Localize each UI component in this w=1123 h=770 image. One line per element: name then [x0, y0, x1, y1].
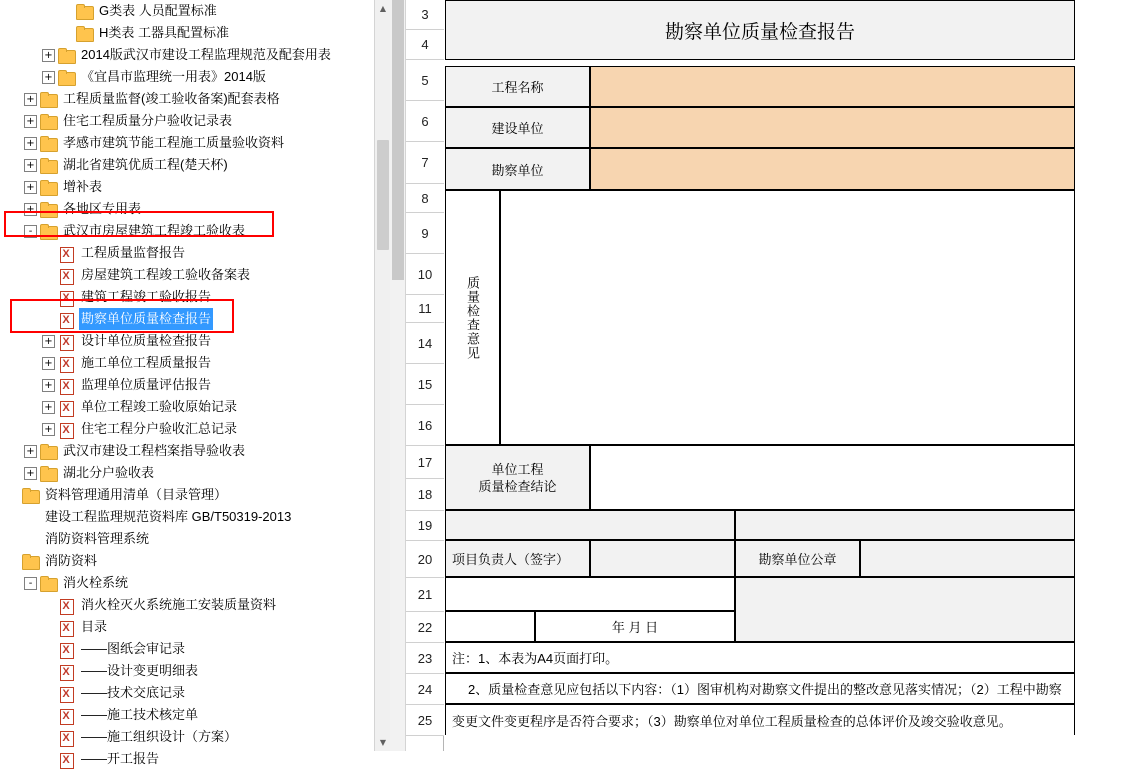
expander-placeholder: [42, 291, 55, 304]
folder-icon: [58, 70, 75, 85]
note-line-2: 2、质量检查意见应包括以下内容：（1）图审机构对勘察文件提出的整改意见落实情况；（2）工程中勘察: [445, 673, 1075, 704]
row-header[interactable]: 23: [406, 643, 444, 674]
expander-placeholder: [42, 687, 55, 700]
date-line: 年 月 日: [535, 611, 735, 642]
pane-split-scroll-thumb[interactable]: [392, 0, 404, 280]
tree-item[interactable]: [0, 484, 390, 506]
tree-item-label: 监理单位质量评估报告: [81, 377, 212, 392]
row-header[interactable]: 4: [406, 30, 444, 60]
tree-item[interactable]: [0, 22, 390, 44]
folder-icon: [40, 224, 57, 239]
label-survey-unit: 勘察单位: [445, 148, 590, 190]
expander-placeholder: [42, 709, 55, 722]
tree-item-label: 设计单位质量检查报告: [81, 333, 212, 348]
tree-item-label: G类表 人员配置标准: [99, 3, 217, 18]
expander-placeholder: [42, 313, 55, 326]
tree-vertical-scrollbar[interactable]: [374, 0, 390, 751]
date-blank-left[interactable]: [445, 611, 535, 642]
excel-file-icon: [58, 752, 75, 767]
expander-placeholder: [42, 665, 55, 678]
row-header[interactable]: 11: [406, 295, 444, 323]
row-header[interactable]: 24: [406, 674, 444, 705]
tree-item[interactable]: [0, 198, 390, 220]
tree-item[interactable]: [0, 352, 390, 374]
tree-item-label: H类表 工器具配置标准: [99, 25, 230, 40]
tree-item[interactable]: [0, 374, 390, 396]
folder-icon: [40, 92, 57, 107]
expand-icon[interactable]: +: [42, 357, 55, 370]
folder-icon: [76, 4, 93, 19]
tree-item-label: 消火栓系统: [63, 575, 129, 590]
tree-item-label: ——施工组织设计（方案）: [81, 729, 238, 744]
tree-item-label: 湖北分户验收表: [63, 465, 155, 480]
tree-item[interactable]: [0, 286, 390, 308]
row-header[interactable]: 16: [406, 405, 444, 446]
expand-icon[interactable]: +: [24, 159, 37, 172]
expand-icon[interactable]: +: [42, 71, 55, 84]
excel-file-icon: [58, 290, 75, 305]
tree-item[interactable]: [0, 506, 390, 528]
tree-item[interactable]: [0, 264, 390, 286]
row-header[interactable]: 17: [406, 446, 444, 479]
tree-item-label: ——设计变更明细表: [81, 663, 199, 678]
value-construction-unit[interactable]: [590, 107, 1075, 148]
expand-icon[interactable]: +: [24, 467, 37, 480]
tree-item-label: 房屋建筑工程竣工验收备案表: [81, 267, 251, 282]
value-survey-unit[interactable]: [590, 148, 1075, 190]
expander-placeholder: [6, 489, 19, 502]
collapse-icon[interactable]: -: [24, 225, 37, 238]
tree-item-label: 住宅工程分户验收汇总记录: [81, 421, 238, 436]
label-quality-opinion: 质量检查意见: [445, 190, 500, 445]
expander-placeholder: [6, 555, 19, 568]
note-line-3: 变更文件变更程序是否符合要求；（3）勘察单位对单位工程质量检查的总体评价及竣交验收意见。: [445, 704, 1075, 735]
row-header[interactable]: 8: [406, 184, 444, 213]
tree-list[interactable]: [0, 0, 390, 770]
note-line-1: 注：1、本表为A4页面打印。: [445, 642, 1075, 673]
row-header[interactable]: 21: [406, 578, 444, 612]
seal-area[interactable]: [735, 577, 1075, 642]
expand-icon[interactable]: +: [42, 379, 55, 392]
row-header[interactable]: 22: [406, 612, 444, 643]
excel-file-icon: [58, 312, 75, 327]
tree-item-label: 2014版武汉市建设工程监理规范及配套用表: [81, 47, 331, 62]
tree-item[interactable]: [0, 682, 390, 704]
tree-item-label: 武汉市房屋建筑工程竣工验收表: [63, 223, 246, 238]
excel-file-icon: [58, 642, 75, 657]
signature-blank-left[interactable]: [445, 577, 735, 611]
tree-item-label: 住宅工程质量分户验收记录表: [63, 113, 233, 128]
tree-item-label: 各地区专用表: [63, 201, 142, 216]
row-header[interactable]: 20: [406, 541, 444, 578]
tree-item-label: 资料管理通用清单（目录管理）: [45, 487, 228, 502]
tree-item-label: 湖北省建筑优质工程(楚天杯): [63, 157, 228, 172]
tree-item-label: 施工单位工程质量报告: [81, 355, 212, 370]
folder-icon: [40, 576, 57, 591]
tree-item-label: 单位工程竣工验收原始记录: [81, 399, 238, 414]
folder-icon: [40, 114, 57, 129]
folder-icon: [22, 554, 39, 569]
value-project-leader[interactable]: [590, 540, 735, 577]
expand-icon[interactable]: +: [24, 445, 37, 458]
row-header[interactable]: 6: [406, 101, 444, 142]
expander-placeholder: [42, 621, 55, 634]
folder-icon: [40, 444, 57, 459]
expander-placeholder: [42, 247, 55, 260]
tree-item-label: 工程质量监督报告: [81, 245, 186, 260]
tree-item[interactable]: [0, 572, 390, 594]
value-quality-opinion[interactable]: [500, 190, 1075, 445]
excel-file-icon: [58, 598, 75, 613]
tree-item[interactable]: [0, 88, 390, 110]
row-header[interactable]: 10: [406, 254, 444, 295]
tree-item[interactable]: [0, 0, 390, 22]
tree-item[interactable]: [0, 242, 390, 264]
value-unit-project-conclusion[interactable]: [590, 445, 1075, 510]
label-construction-unit: 建设单位: [445, 107, 590, 148]
expander-placeholder: [42, 269, 55, 282]
tree-item-label: 勘察单位质量检查报告: [79, 308, 213, 330]
tree-item-label: 消防资料管理系统: [45, 531, 150, 546]
excel-file-icon: [58, 708, 75, 723]
tree-item[interactable]: [0, 638, 390, 660]
excel-file-icon: [58, 620, 75, 635]
document-tree-pane[interactable]: [0, 0, 390, 766]
expander-placeholder: [60, 27, 73, 40]
expand-icon[interactable]: +: [42, 335, 55, 348]
folder-icon: [76, 26, 93, 41]
excel-file-icon: [58, 686, 75, 701]
excel-file-icon: [58, 378, 75, 393]
tree-item-label: ——开工报告: [81, 751, 160, 766]
tree-item-label: 建筑工程竣工验收报告: [81, 289, 212, 304]
tree-item-label: 武汉市建设工程档案指导验收表: [63, 443, 246, 458]
expander-placeholder: [42, 753, 55, 766]
value-project-name[interactable]: [590, 66, 1075, 107]
tree-item[interactable]: [0, 308, 390, 330]
row-header[interactable]: 5: [406, 60, 444, 101]
expand-icon[interactable]: +: [24, 137, 37, 150]
tree-item[interactable]: [0, 220, 390, 242]
expand-icon[interactable]: +: [24, 93, 37, 106]
expander-placeholder: [42, 643, 55, 656]
excel-file-icon: [58, 730, 75, 745]
tree-item-label: 工程质量监督(竣工验收备案)配套表格: [63, 91, 280, 106]
tree-item[interactable]: [0, 176, 390, 198]
conclusion-label-line1: 单位工程: [491, 461, 544, 477]
tree-item[interactable]: [0, 44, 390, 66]
expander-placeholder: [6, 511, 19, 524]
folder-icon: [40, 202, 57, 217]
tree-item-label: ——技术交底记录: [81, 685, 186, 700]
sheet-grid[interactable]: [445, 0, 1123, 751]
report-title: 勘察单位质量检查报告: [445, 0, 1075, 60]
tree-item[interactable]: [0, 726, 390, 748]
folder-icon: [40, 158, 57, 173]
tree-item[interactable]: [0, 440, 390, 462]
excel-file-icon: [58, 268, 75, 283]
row-header[interactable]: 14: [406, 323, 444, 364]
tree-item[interactable]: [0, 110, 390, 132]
pane-split-scrollbar[interactable]: [390, 0, 406, 751]
tree-item-label: 《宜昌市监理统一用表》2014版: [81, 69, 266, 84]
conclusion-label-line2: 质量检查结论: [478, 478, 557, 494]
row-header[interactable]: 3: [406, 0, 444, 30]
scroll-down-arrow-icon[interactable]: ▼: [379, 738, 387, 747]
tree-item-label: 目录: [81, 619, 108, 634]
label-project-name: 工程名称: [445, 66, 590, 107]
signature-block-top-left: [445, 510, 735, 540]
label-unit-project-conclusion: [445, 445, 590, 510]
tree-item[interactable]: [0, 528, 390, 550]
tree-item[interactable]: [0, 594, 390, 616]
label-project-leader: 项目负责人（签字）: [445, 540, 590, 577]
tree-item-label: 建设工程监理规范资料库 GB/T50319-2013: [45, 509, 292, 524]
spreadsheet-pane[interactable]: [390, 0, 1123, 751]
tree-item-label: 增补表: [63, 179, 103, 194]
scroll-up-arrow-icon[interactable]: ▲: [379, 4, 387, 13]
folder-icon: [40, 180, 57, 195]
folder-icon: [22, 488, 39, 503]
folder-icon: [58, 48, 75, 63]
tree-item-label: ——图纸会审记录: [81, 641, 186, 656]
folder-icon: [40, 136, 57, 151]
expand-icon[interactable]: +: [24, 115, 37, 128]
blank-icon: [22, 510, 39, 525]
folder-icon: [40, 466, 57, 481]
tree-item[interactable]: [0, 330, 390, 352]
expand-icon[interactable]: +: [24, 181, 37, 194]
row-header[interactable]: 9: [406, 213, 444, 254]
row-header[interactable]: 25: [406, 705, 444, 736]
tree-item[interactable]: [0, 154, 390, 176]
expander-placeholder: [42, 599, 55, 612]
expand-icon[interactable]: +: [24, 203, 37, 216]
tree-item[interactable]: [0, 616, 390, 638]
collapse-icon[interactable]: -: [24, 577, 37, 590]
expand-icon[interactable]: +: [42, 401, 55, 414]
row-header[interactable]: 15: [406, 364, 444, 405]
row-header[interactable]: 7: [406, 142, 444, 184]
tree-item[interactable]: [0, 748, 390, 770]
tree-scroll-thumb[interactable]: [377, 140, 389, 250]
tree-item[interactable]: [0, 704, 390, 726]
expand-icon[interactable]: +: [42, 49, 55, 62]
tree-item[interactable]: [0, 660, 390, 682]
tree-item[interactable]: [0, 550, 390, 572]
row-header-column[interactable]: [406, 0, 444, 751]
excel-file-icon: [58, 422, 75, 437]
tree-item[interactable]: [0, 396, 390, 418]
row-header[interactable]: 19: [406, 511, 444, 541]
tree-item[interactable]: [0, 132, 390, 154]
label-survey-unit-seal: 勘察单位公章: [735, 540, 860, 577]
tree-item-label: 孝感市建筑节能工程施工质量验收资料: [63, 135, 285, 150]
tree-item-label: 消防资料: [45, 553, 98, 568]
tree-item-label: ——施工技术核定单: [81, 707, 199, 722]
excel-file-icon: [58, 400, 75, 415]
expander-placeholder: [6, 533, 19, 546]
tree-item[interactable]: [0, 418, 390, 440]
signature-block-top-right: [735, 510, 1075, 540]
excel-file-icon: [58, 246, 75, 261]
row-header[interactable]: 18: [406, 479, 444, 511]
value-survey-unit-seal[interactable]: [860, 540, 1075, 577]
tree-item[interactable]: [0, 462, 390, 484]
expand-icon[interactable]: +: [42, 423, 55, 436]
tree-item-label: 消火栓灭火系统施工安装质量资料: [81, 597, 277, 612]
blank-icon: [22, 532, 39, 547]
tree-item[interactable]: [0, 66, 390, 88]
expander-placeholder: [42, 731, 55, 744]
expander-placeholder: [60, 5, 73, 18]
excel-file-icon: [58, 356, 75, 371]
excel-file-icon: [58, 334, 75, 349]
excel-file-icon: [58, 664, 75, 679]
